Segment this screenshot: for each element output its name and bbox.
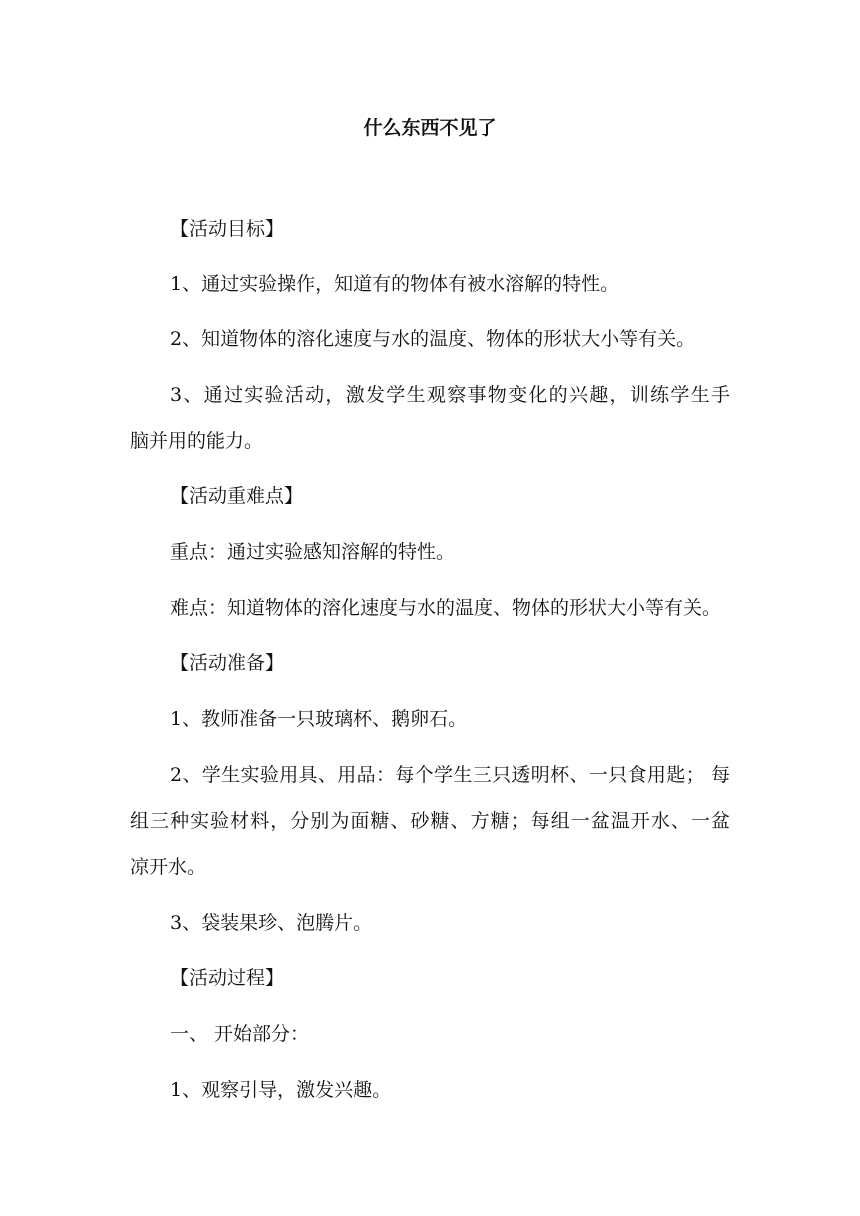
preparation-item-2-line-2: 组三种实验材料，分别为面糖、砂糖、方糖；每组一盆温开水、一盆 (130, 810, 730, 832)
section-heading-process: 【活动过程】 (170, 967, 285, 989)
goal-item-3-line-1: 3、通过实验活动，激发学生观察事物变化的兴趣，训练学生手 (170, 384, 730, 406)
preparation-item-3: 3、袋装果珍、泡腾片。 (170, 912, 373, 934)
section-heading-goals: 【活动目标】 (170, 218, 285, 240)
preparation-item-2-line-3: 凉开水。 (130, 856, 207, 878)
preparation-item-1: 1、教师准备一只玻璃杯、鹅卵石。 (170, 708, 468, 730)
preparation-item-2-line-1: 2、学生实验用具、用品：每个学生三只透明杯、一只食用匙； 每 (170, 764, 730, 786)
difficult-point: 难点：知道物体的溶化速度与水的温度、物体的形状大小等有关。 (170, 597, 722, 619)
section-heading-key-points: 【活动重难点】 (170, 485, 304, 507)
goal-item-2: 2、知道物体的溶化速度与水的温度、物体的形状大小等有关。 (170, 328, 696, 350)
process-part-heading: 一、 开始部分： (170, 1023, 310, 1045)
section-heading-preparation: 【活动准备】 (170, 652, 285, 674)
document-title: 什么东西不见了 (363, 117, 497, 139)
goal-item-1: 1、通过实验操作，知道有的物体有被水溶解的特性。 (170, 273, 620, 295)
goal-item-3-line-2: 脑并用的能力。 (130, 430, 264, 452)
key-point: 重点：通过实验感知溶解的特性。 (170, 541, 456, 563)
process-step-1: 1、观察引导，激发兴趣。 (170, 1079, 392, 1101)
